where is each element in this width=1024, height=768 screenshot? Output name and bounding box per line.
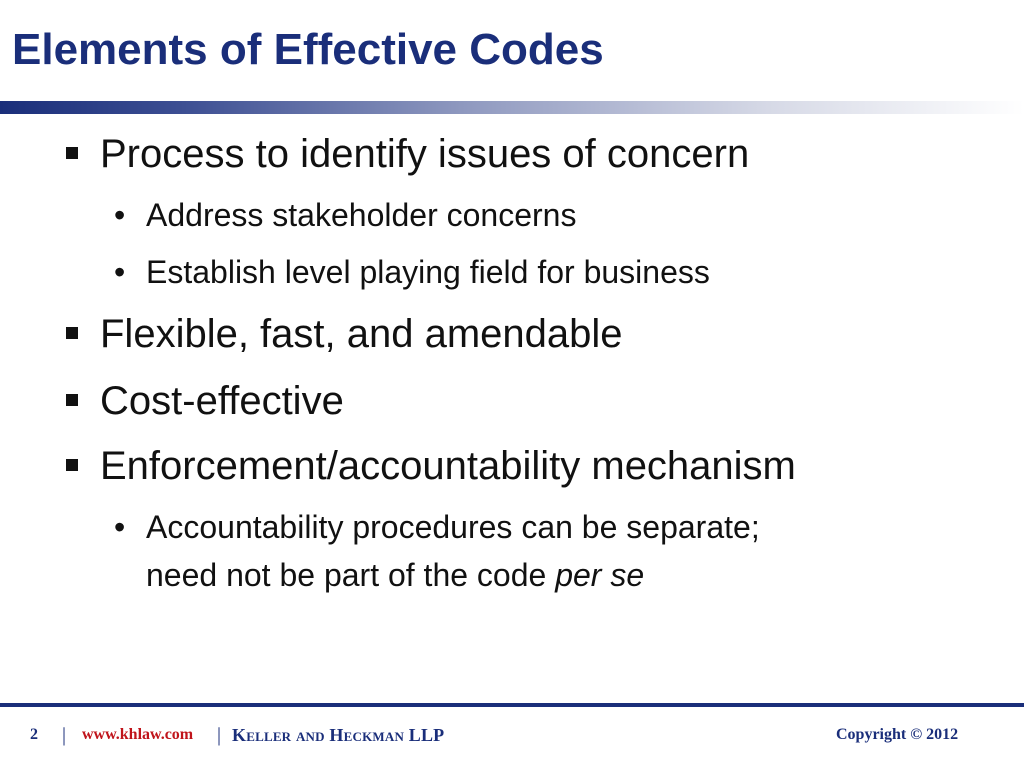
bullet-item xyxy=(100,310,623,358)
bullet-text: Cost-effective xyxy=(100,379,344,423)
emphasis-text: per se xyxy=(555,557,645,593)
square-bullet-icon xyxy=(66,147,78,159)
square-bullet-icon xyxy=(66,327,78,339)
title-gradient-rule xyxy=(0,101,1024,114)
sub-bullet-text: need not be part of the code xyxy=(146,557,556,593)
footer-rule xyxy=(0,703,1024,707)
bullet-item xyxy=(100,442,796,490)
square-bullet-icon xyxy=(66,394,78,406)
sub-bullet-item xyxy=(114,248,710,296)
round-bullet-icon: • xyxy=(114,509,126,545)
sub-bullet-item xyxy=(114,503,760,551)
footer-separator: | xyxy=(62,724,67,746)
footer-separator: | xyxy=(217,724,222,746)
bullet-text: Enforcement/accountability mechanism xyxy=(100,444,796,488)
sub-bullet-text: Accountability procedures can be separate; xyxy=(146,509,760,545)
firm-name: Keller and Heckman LLP xyxy=(232,725,445,745)
bullet-item xyxy=(100,130,749,178)
bullet-item xyxy=(100,377,344,425)
sub-bullet-item xyxy=(114,191,577,239)
sub-bullet-continuation xyxy=(146,551,644,599)
sub-bullet-text: Address stakeholder concerns xyxy=(146,197,577,233)
round-bullet-icon: • xyxy=(114,254,126,290)
bullet-text: Flexible, fast, and amendable xyxy=(100,312,623,356)
page-number: 2 xyxy=(30,726,38,743)
bullet-text: Process to identify issues of concern xyxy=(100,132,750,176)
round-bullet-icon: • xyxy=(114,197,126,233)
copyright-notice: Copyright © 2012 xyxy=(836,726,959,743)
slide-title: Elements of Effective Codes xyxy=(12,25,604,74)
website-link[interactable]: www.khlaw.com xyxy=(82,726,194,743)
square-bullet-icon xyxy=(66,459,78,471)
sub-bullet-text: Establish level playing field for business xyxy=(146,254,710,290)
